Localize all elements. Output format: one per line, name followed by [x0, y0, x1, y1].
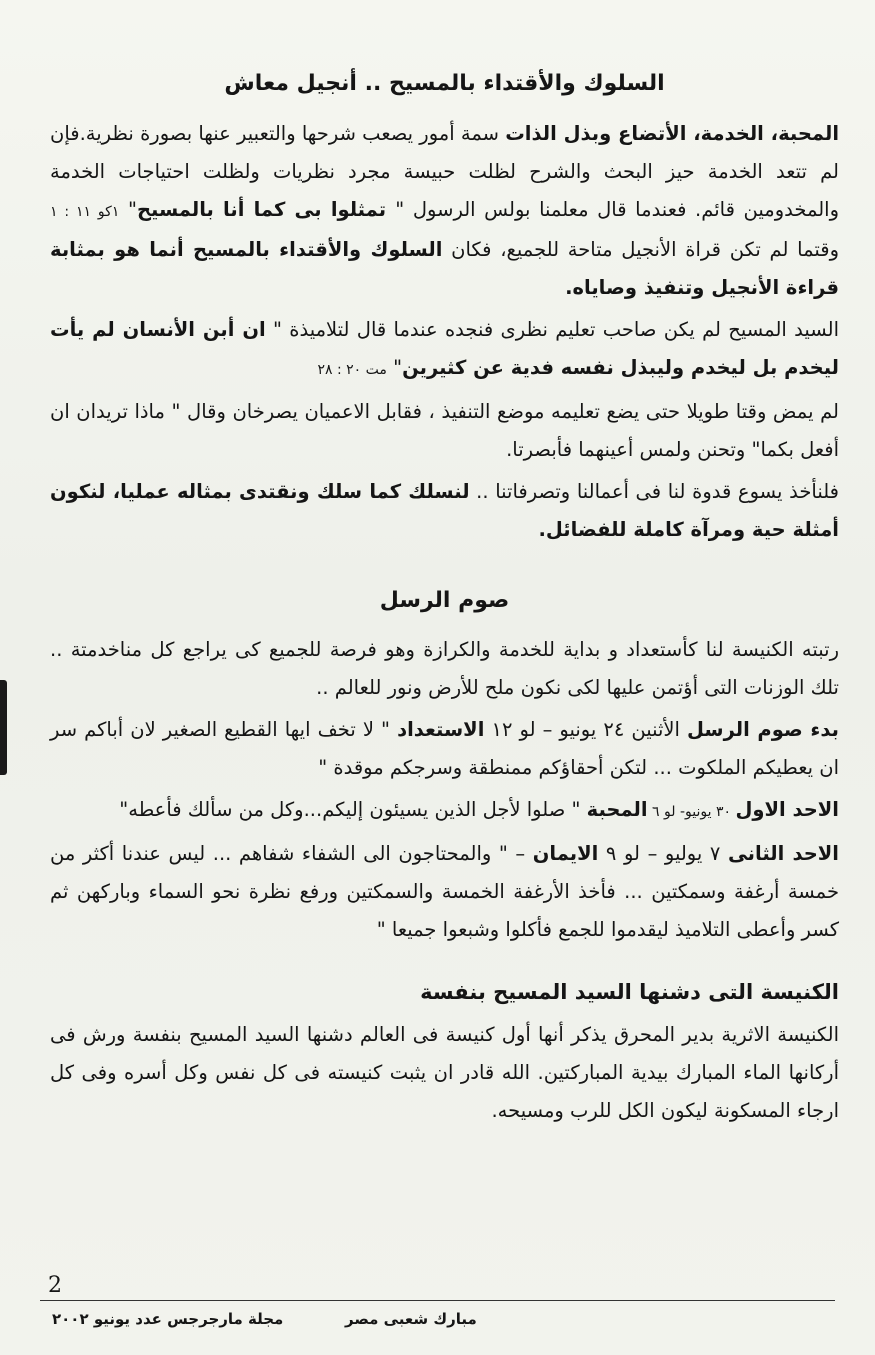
- paragraph-second-sunday: [50, 835, 839, 949]
- scripture-reference: مت ٢٠ : ٢٨: [317, 361, 387, 378]
- bold-text: بدء صوم الرسل: [687, 718, 839, 742]
- footer-slogan: مبارك شعبى مصر: [345, 1310, 477, 1328]
- bold-text: الاحد الثانى: [727, 842, 839, 866]
- paragraph-ancient-church: الكنيسة الاثرية بدير المحرق يذكر أنها أول كنيسة فى العالم دشنها السيد المسيح بنفسة ورش فى أركانها الماء المبارك بيدية المباركتين. الله قادر ان يثبت كنيسته فى كل نفس وكل أسره وفى كل ارجاء المسكونة ليكون الكل للرب ومسيحه.: [50, 1023, 839, 1123]
- bold-quote: ان أبن الأنسان لم يأت ليخدم بل ليخدم وليبذل نفسه فدية عن كثيرين: [50, 317, 839, 379]
- body-text: سمة أمور يصعب شرحها والتعبير عنها بصورة نظرية.فإن لم تتعد الخدمة حيز البحث والشرح لظلت حبيسة مجرد نظريات ولظلت احتياجات الخدمة والمخدومين قائم. فعندما قال معلمنا بولس الرسول ": [50, 121, 839, 221]
- paragraph-first-sunday: [50, 791, 839, 831]
- paragraph-fast-intro: رتبته الكنيسة لنا كأستعداد و بداية للخدمة والكرازة وهو فرصة للجميع كى يراجع كل مناخدمتة .. تلك الوزنات التى أؤتمن عليها لكى نكون ملح للأرض ونور للعالم ..: [50, 638, 839, 700]
- footer-magazine-title: مجلة مارجرجس عدد يونيو ٢٠٠٢: [52, 1310, 284, 1328]
- binding-spine-mark: [0, 680, 7, 775]
- bold-text: الاحد الاول: [735, 798, 839, 822]
- bold-text: الاستعداد: [397, 718, 485, 742]
- paragraph-follow-jesus: [50, 473, 839, 549]
- body-text: ": [386, 355, 403, 379]
- paragraph-blind-men: لم يمض وقتا طويلا حتى يضع تعليمه موضع التنفيذ ، فقابل الاعميان يصرخان وقال " ماذا تريدان ان أفعل بكما" وتحنن ولمس أعينهما فأبصرتا.: [50, 399, 839, 461]
- footer-divider: [40, 1300, 835, 1301]
- body-text: " صلوا لأجل الذين يسيئون إليكم...وكل من سألك فأعطه": [119, 798, 587, 822]
- paragraph-fast-start: [50, 711, 839, 787]
- bold-quote: تمثلوا بى كما أنا بالمسيح: [136, 197, 396, 221]
- body-text: وقتما لم تكن قراة الأنجيل متاحة للجميع، فكان: [442, 237, 839, 261]
- body-text: ": [119, 197, 137, 221]
- page-number: 2: [48, 1273, 62, 1298]
- paragraph-christ-teaching: [50, 311, 839, 389]
- section-title-apostles-fast: صوم الرسل: [379, 587, 510, 613]
- scripture-reference: ١كو ١١ : ١: [50, 203, 120, 220]
- body-text: الأثنين ٢٤ يونيو – لو ١٢: [484, 718, 688, 742]
- body-text: – " والمحتاجون الى الشفاء شفاهم ... ليس عندنا أكثر من خمسة أرغفة وسمكتين ... فأخذ الأرغفة الخمسة والسمكتين ورفع نظرة نحو السماء وباركهن ثم كسر وأعطى التلاميذ ليقدموا للجمع فأكلوا وشبعوا جميعا ": [50, 842, 839, 942]
- bold-text: لنسلك كما سلك ونقتدى بمثاله عمليا، لنكون أمثلة حية ومرآة كاملة للفضائل.: [50, 479, 839, 541]
- section-title-conduct: السلوك والأقتداء بالمسيح .. أنجيل معاش: [224, 71, 665, 96]
- body-text: " لا تخف ايها القطيع الصغير لان أباكم سر ان يعطيكم الملكوت ... لتكن أحقاؤكم ممنطقة وسرجكم موقدة ": [50, 718, 839, 780]
- paragraph-love-service: [50, 115, 839, 307]
- body-text: ٧ يوليو – لو ٩: [598, 842, 728, 866]
- bold-text: الايمان: [532, 842, 599, 866]
- bold-text: المحبة: [586, 798, 648, 822]
- article-body: [50, 70, 839, 1130]
- body-text: السيد المسيح لم يكن صاحب تعليم نظرى فنجده عندما قال لتلاميذة ": [265, 317, 839, 341]
- bold-text: المحبة، الخدمة، الأتضاع وبذل الذات: [505, 121, 840, 145]
- bold-text: السلوك والأقتداء بالمسيح أنما هو بمثابة قراءة الأنجيل وتنفيذ وصاياه.: [50, 237, 839, 299]
- scripture-reference: ٣٠ يونيو- لو ٦: [647, 804, 736, 821]
- section-title-church: الكنيسة التى دشنها السيد المسيح بنفسة: [420, 980, 839, 1005]
- body-text: فلنأخذ يسوع قدوة لنا فى أعمالنا وتصرفاتنا ..: [469, 479, 839, 503]
